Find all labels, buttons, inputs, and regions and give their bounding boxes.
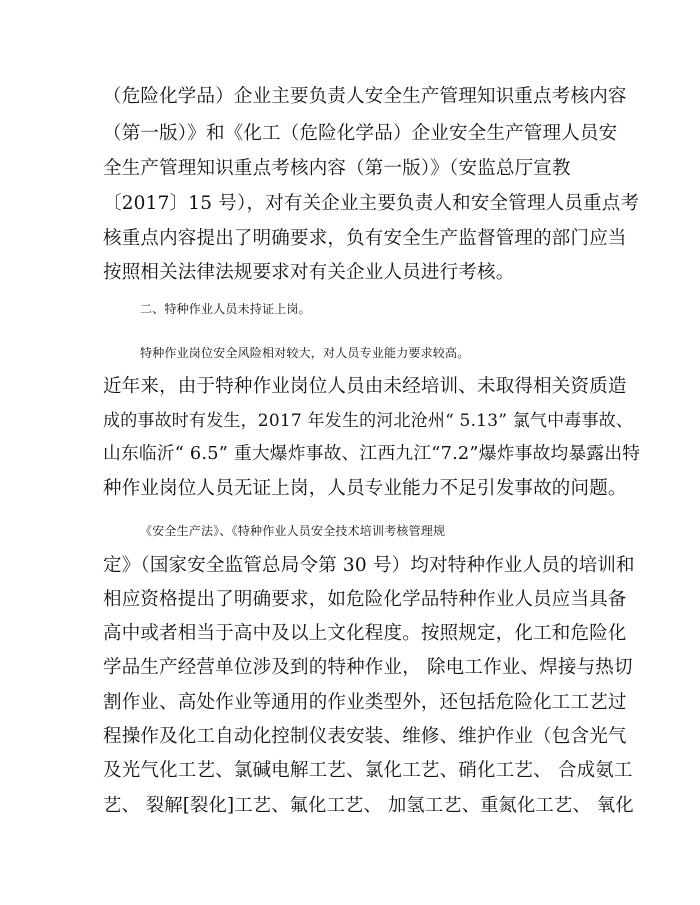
text-line: 按照相关法律法规要求对有关企业人员进行考核。 [103, 262, 515, 283]
text-line: （危险化学品）企业主要负责人安全生产管理知识重点考核内容 [103, 86, 627, 107]
text-line: 近年来，由于特种作业岗位人员由未经培训、未取得相关资质造 [103, 376, 627, 397]
text-line: 学品生产经营单位涉及到的特种作业， 除电工作业、焊接与热切 [103, 657, 633, 678]
text-line: （第一版）》和《化工（危险化学品）企业安全生产管理人员安 [103, 123, 618, 144]
text-line: 特种作业岗位安全风险相对较大，对人员专业能力要求较高。 [140, 346, 470, 360]
text-line: 程操作及化工自动化控制仪表安装、维修、维护作业（包含光气 [103, 726, 627, 747]
text-line: 及光气化工艺、氯碱电解工艺、氯化工艺、硝化工艺、 合成氨工 [103, 760, 633, 781]
text-line: 全生产管理知识重点考核内容（第一版）》（安监总厅宣教 [103, 158, 571, 179]
text-line: 高中或者相当于高中及以上文化程度。按照规定，化工和危险化 [103, 623, 627, 644]
text-line: 艺、 裂解[裂化]工艺、氟化工艺、 加氢工艺、重氮化工艺、 氧化 [103, 795, 634, 816]
text-line: 割作业、高处作业等通用的作业类型外，还包括危险化工工艺过 [103, 692, 627, 713]
text-line: 《安全生产法》、《特种作业人员安全技术培训考核管理规 [140, 524, 446, 538]
text-line: 核重点内容提出了明确要求，负有安全生产监督管理的部门应当 [103, 228, 627, 249]
section-heading: 二、特种作业人员未持证上岗。 [140, 302, 311, 316]
text-line: 山东临沂“ 6.5” 重大爆炸事故、江西九江“7.2”爆炸事故均暴露出特 [103, 444, 641, 464]
text-line: 种作业岗位人员无证上岗，人员专业能力不足引发事故的问题。 [103, 478, 627, 499]
text-line: 成的事故时有发生，2017 年发生的河北沧州“ 5.13” 氯气中毒事故、 [103, 411, 634, 431]
text-line: 定》（国家安全监管总局令第 30 号）均对特种作业人员的培训和 [103, 555, 635, 576]
text-line: 相应资格提出了明确要求，如危险化学品特种作业人员应当具备 [103, 589, 627, 610]
text-line: 〔2017〕15 号），对有关企业主要负责人和安全管理人员重点考 [103, 193, 640, 214]
